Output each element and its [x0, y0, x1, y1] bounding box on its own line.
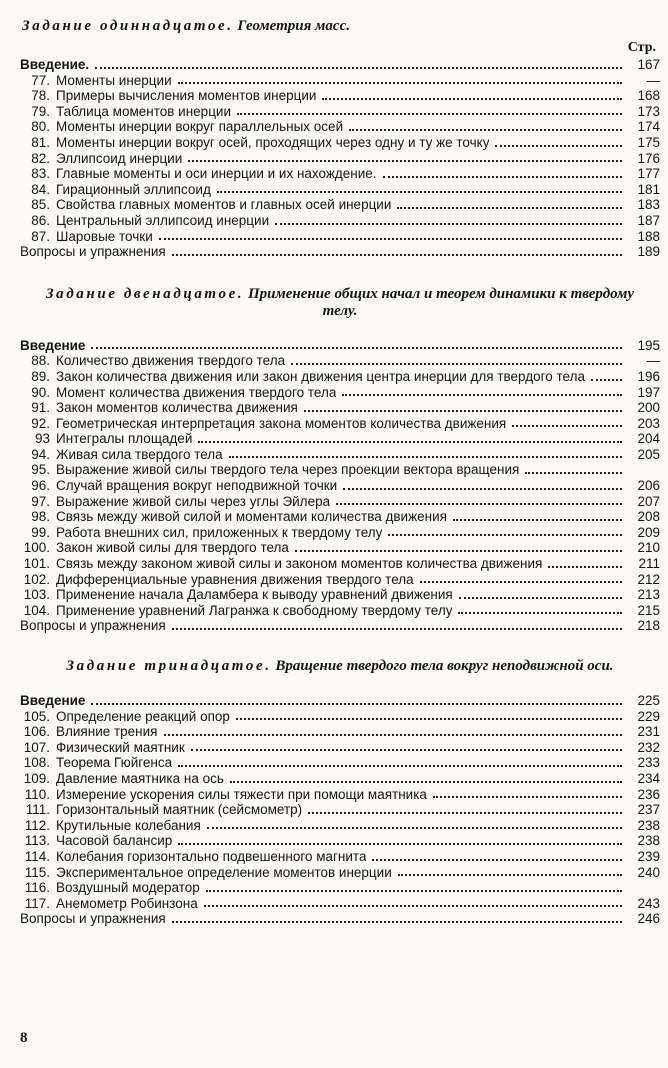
dot-leader	[525, 472, 622, 474]
toc-entry-text	[20, 572, 414, 588]
toc-entry-number: 113.	[24, 833, 50, 849]
dot-leader	[275, 223, 622, 225]
toc-entry	[20, 818, 660, 834]
toc-entry	[20, 587, 660, 603]
toc-entry-number: 92.	[31, 415, 50, 431]
toc-entry-title: Экспериментальное определение моментов инерции	[56, 864, 392, 880]
toc-entry-page: 240	[637, 864, 660, 880]
toc-entry-page: 236	[637, 786, 660, 802]
toc-entry-text	[20, 400, 298, 416]
toc-entry	[20, 880, 660, 896]
dot-leader	[342, 394, 622, 396]
toc-entry-number: 84.	[31, 181, 50, 197]
toc-entry-number: 79.	[31, 103, 50, 119]
toc-entry-number: 116.	[24, 880, 50, 896]
toc-entry-text	[20, 896, 198, 912]
dot-leader	[388, 534, 622, 536]
toc-entry-title: Часовой балансир	[56, 833, 173, 849]
toc-entry-title: Эллипсоид инерции	[56, 150, 183, 166]
toc-entry-number: 83.	[31, 166, 50, 182]
toc-entry-title: Воздушный модератор	[56, 880, 200, 896]
toc-questions-entry	[20, 618, 660, 634]
toc-entry-page: 167	[637, 57, 660, 72]
toc-entry-page: 196	[637, 368, 660, 384]
dot-leader	[295, 550, 622, 552]
dot-leader	[172, 628, 622, 630]
toc-entry	[20, 802, 660, 818]
dot-leader	[397, 207, 622, 209]
toc-entry-text	[20, 73, 172, 89]
toc-entry	[20, 353, 660, 369]
toc-entry-text	[20, 57, 89, 73]
toc-entry-page: 239	[637, 848, 660, 864]
toc-entry-number: 109.	[23, 770, 50, 786]
toc-entry-title: Центральный эллипсоид инерции	[56, 212, 270, 228]
dot-leader	[433, 796, 622, 798]
toc-entry-title: Шаровые точки	[56, 228, 153, 244]
toc-entry-title: Определение реакций опор	[56, 708, 230, 724]
toc-entry	[20, 151, 660, 167]
toc-entry-text	[20, 802, 302, 818]
toc-entry	[20, 494, 660, 510]
toc-entry-title: Выражение живой силы через углы Эйлера	[56, 493, 331, 509]
toc-entry-page: 229	[637, 708, 660, 724]
toc-entry-number: 100.	[23, 540, 50, 556]
dot-leader	[548, 566, 622, 568]
toc-entry-text	[20, 724, 158, 740]
dot-leader	[95, 67, 622, 69]
toc-entry-number: 78.	[31, 88, 50, 104]
toc-entry-title: Закон количества движения или закон движения центра инерции для твердого тела	[56, 368, 585, 384]
toc-entry	[20, 135, 660, 151]
toc-entry-text	[20, 618, 166, 634]
section-12-list	[20, 338, 660, 634]
toc-entry-text	[20, 693, 85, 709]
dot-leader	[229, 456, 622, 458]
toc-entry-page: 174	[637, 119, 660, 135]
toc-entry-title: Давление маятника на ось	[56, 770, 224, 786]
toc-entry-number: 89.	[31, 368, 50, 384]
toc-entry	[20, 447, 660, 463]
toc-entry-page: 218	[637, 618, 660, 634]
toc-entry-text	[20, 478, 337, 494]
toc-entry-page: —	[646, 353, 660, 369]
toc-entry-text	[20, 771, 224, 787]
dot-leader	[304, 410, 622, 412]
toc-entry-title: Моменты инерции вокруг осей, проходящих через одну и ту же точку	[56, 134, 490, 150]
toc-entry-title: Колебания горизонтально подвешенного магнита	[56, 848, 367, 864]
toc-entry-number: 107.	[23, 739, 50, 755]
toc-entry-page: 238	[637, 817, 660, 833]
toc-entry	[20, 119, 660, 135]
toc-entry-text	[20, 447, 223, 463]
dot-leader	[322, 98, 622, 100]
table-of-contents-page	[20, 18, 660, 927]
toc-intro-entry	[20, 693, 660, 709]
dot-leader	[453, 519, 622, 521]
toc-entry	[20, 166, 660, 182]
dot-leader	[336, 503, 622, 505]
dot-leader	[198, 441, 622, 443]
toc-entry-page: 211	[638, 556, 660, 572]
toc-entry-title: Измерение ускорения силы тяжести при помощи маятника	[56, 786, 427, 802]
toc-entry-page: 237	[637, 802, 660, 818]
toc-entry-title: Введение.	[20, 57, 90, 72]
toc-entry	[20, 833, 660, 849]
toc-entry	[20, 709, 660, 725]
toc-entry-number: 115.	[24, 864, 50, 880]
dot-leader	[178, 843, 622, 845]
toc-entry-page: 243	[637, 895, 660, 911]
toc-entry-title: Горизонтальный маятник (сейсмометр)	[56, 802, 303, 818]
toc-entry	[20, 385, 660, 401]
dot-leader	[459, 597, 622, 599]
toc-entry-title: Крутильные колебания	[56, 817, 201, 833]
toc-entry-title: Вопросы и упражнения	[20, 618, 166, 634]
section-13-title	[20, 658, 660, 675]
toc-entry-text	[20, 818, 201, 834]
section-11-heading: Задание одиннадцатое.	[22, 18, 234, 34]
toc-entry-text	[20, 755, 172, 771]
toc-entry-text	[20, 353, 285, 369]
toc-entry-title: Закон моментов количества движения	[56, 400, 298, 416]
toc-entry-page: 210	[637, 540, 660, 556]
toc-entry-number: 108.	[23, 755, 50, 771]
toc-entry-number: 99.	[31, 524, 50, 540]
toc-entry-page: 215	[637, 602, 660, 618]
toc-entry-text	[20, 525, 382, 541]
toc-entry	[20, 400, 660, 416]
toc-entry	[20, 525, 660, 541]
toc-questions-entry	[20, 244, 660, 260]
toc-entry-title: Анемометр Робинзона	[56, 895, 198, 911]
toc-entry-number: 88.	[31, 353, 50, 369]
toc-entry-text	[20, 166, 377, 182]
toc-entry	[20, 556, 660, 572]
toc-entry-page: —	[646, 72, 660, 88]
dot-leader	[372, 859, 622, 861]
toc-entry-text	[20, 911, 166, 927]
toc-entry-number: 86.	[31, 212, 50, 228]
toc-entry-text	[20, 88, 316, 104]
dot-leader	[172, 254, 622, 256]
toc-entry-page: 173	[637, 103, 660, 119]
toc-entry-page: 234	[637, 770, 660, 786]
dot-leader	[383, 176, 622, 178]
dot-leader	[178, 82, 622, 84]
toc-entry-page: 208	[637, 509, 660, 525]
toc-entry	[20, 787, 660, 803]
toc-entry-title: Выражение живой силы твердого тела через проекции вектора вращения	[56, 462, 520, 478]
toc-entry-page: 233	[637, 755, 660, 771]
dot-leader	[91, 703, 622, 705]
toc-entry-text	[20, 509, 447, 525]
toc-entry-title: Случай вращения вокруг неподвижной точки	[56, 478, 338, 494]
toc-questions-entry	[20, 911, 660, 927]
section-13-subject: Вращение твердого тела вокруг неподвижной оси.	[275, 658, 614, 674]
toc-entry-title: Моменты инерции	[56, 72, 172, 88]
toc-entry	[20, 755, 660, 771]
toc-entry-number: 80.	[31, 119, 50, 135]
toc-entry-text	[20, 135, 489, 151]
toc-entry-text	[20, 197, 391, 213]
dot-leader	[207, 827, 622, 829]
toc-entry-page: 232	[637, 739, 660, 755]
dot-leader	[236, 718, 622, 720]
toc-entry-title: Моменты инерции вокруг параллельных осей	[56, 119, 344, 135]
toc-entry	[20, 865, 660, 881]
toc-entry-number: 101.	[23, 556, 50, 572]
toc-entry-text	[20, 151, 182, 167]
toc-entry-number: 82.	[31, 150, 50, 166]
toc-entry-title: Количество движения твердого тела	[56, 353, 286, 369]
toc-entry-page: 238	[637, 833, 660, 849]
toc-entry-number: 112.	[24, 817, 50, 833]
dot-leader	[591, 379, 622, 381]
dot-leader	[230, 781, 622, 783]
toc-entry-title: Главные моменты и оси инерции и их нахождение.	[56, 166, 377, 182]
toc-entry-number: 106.	[23, 724, 50, 740]
toc-entry-page: 203	[637, 415, 660, 431]
section-12-heading: Задание двенадцатое.	[45, 285, 245, 302]
toc-entry-number: 111.	[25, 802, 50, 818]
toc-entry-text	[20, 540, 289, 556]
toc-entry-page: 200	[637, 400, 660, 416]
toc-entry	[20, 724, 660, 740]
toc-entry-title: Вопросы и упражнения	[20, 911, 166, 927]
toc-entry	[20, 849, 660, 865]
toc-entry-text	[20, 369, 585, 385]
toc-entry-text	[20, 104, 231, 120]
dot-leader	[343, 488, 622, 490]
toc-entry-text	[20, 849, 366, 865]
toc-entry-text	[20, 182, 211, 198]
toc-entry-page: 213	[637, 587, 660, 603]
dot-leader	[512, 425, 622, 427]
section-13-heading: Задание тринадцатое.	[66, 658, 272, 674]
toc-entry-page: 205	[637, 446, 660, 462]
toc-entry-page: 225	[637, 693, 660, 708]
toc-entry-number: 110.	[24, 786, 50, 802]
toc-entry-number: 105.	[23, 708, 50, 724]
toc-entry-text	[20, 833, 172, 849]
toc-entry-page: 177	[637, 166, 660, 182]
toc-entry-text	[20, 740, 185, 756]
toc-entry-page: 206	[637, 478, 660, 494]
toc-entry	[20, 88, 660, 104]
toc-entry	[20, 104, 660, 120]
dot-leader	[159, 238, 622, 240]
dot-leader	[188, 160, 622, 162]
toc-entry	[20, 73, 660, 89]
dot-leader	[308, 812, 622, 814]
toc-entry-title: Дифференциальные уравнения движения твердого тела	[56, 571, 414, 587]
toc-entry-text	[20, 587, 453, 603]
toc-entry	[20, 603, 660, 619]
toc-entry-page: 187	[637, 212, 660, 228]
toc-entry-text	[20, 462, 519, 478]
toc-entry	[20, 509, 660, 525]
toc-entry-title: Применение уравнений Лагранжа к свободному твердому телу	[56, 602, 453, 618]
toc-entry-page: 176	[637, 150, 660, 166]
toc-entry-text	[20, 119, 343, 135]
toc-entry	[20, 416, 660, 432]
toc-entry-title: Момент количества движения твердого тела	[56, 384, 337, 400]
toc-entry-page: 189	[637, 244, 660, 260]
toc-entry	[20, 462, 660, 478]
section-12-subject: Применение общих начал и теорем динамики к твердому телу.	[247, 285, 635, 319]
toc-intro-entry	[20, 57, 660, 73]
toc-entry-title: Живая сила твердого тела	[56, 446, 223, 462]
toc-entry-title: Работа внешних сил, приложенных к твердому телу	[56, 524, 383, 540]
toc-entry-text	[20, 556, 542, 572]
toc-entry-title: Интегралы площадей	[56, 431, 193, 447]
toc-entry-title: Связь между законом живой силы и законом моментов количества движения	[56, 556, 543, 572]
toc-entry-title: Гирационный эллипсоид	[56, 181, 211, 197]
dot-leader	[206, 890, 622, 892]
toc-entry-title: Связь между живой силой и моментами количества движения	[56, 509, 447, 525]
toc-entry-page: 207	[637, 493, 660, 509]
section-11-subject: Геометрия масс.	[237, 18, 350, 34]
toc-entry-text	[20, 213, 269, 229]
toc-entry-text	[20, 709, 230, 725]
dot-leader	[217, 191, 622, 193]
toc-entry-text	[20, 229, 153, 245]
toc-intro-entry	[20, 338, 660, 354]
dot-leader	[349, 129, 622, 131]
toc-entry	[20, 896, 660, 912]
toc-entry	[20, 572, 660, 588]
dot-leader	[191, 749, 622, 751]
toc-entry	[20, 229, 660, 245]
toc-entry-page: 175	[637, 134, 660, 150]
dot-leader	[172, 921, 622, 923]
toc-entry-number: 81.	[31, 134, 50, 150]
toc-entry	[20, 197, 660, 213]
toc-entry-number: 117.	[24, 895, 50, 911]
toc-entry-number: 114.	[24, 848, 50, 864]
toc-entry-title: Введение	[20, 693, 86, 708]
page-number: 8	[20, 1030, 28, 1046]
toc-entry-number: 85.	[31, 197, 50, 213]
toc-entry-number: 91.	[31, 400, 50, 416]
toc-entry-title: Геометрическая интерпретация закона моментов количества движения	[56, 415, 507, 431]
toc-entry-number: 87.	[31, 228, 50, 244]
toc-entry	[20, 369, 660, 385]
toc-entry-page: 246	[637, 911, 660, 927]
toc-entry-text	[20, 385, 336, 401]
toc-entry-number: 94.	[31, 446, 50, 462]
section-11-title	[20, 18, 660, 35]
toc-entry-title: Примеры вычисления моментов инерции	[56, 88, 317, 104]
toc-entry	[20, 431, 660, 447]
dot-leader	[495, 145, 622, 147]
toc-entry-text	[20, 244, 166, 260]
toc-entry-title: Теорема Гюйгенса	[56, 755, 173, 771]
toc-entry-number: 90.	[31, 384, 50, 400]
toc-entry-text	[20, 787, 427, 803]
toc-entry-page: 195	[637, 337, 660, 353]
dot-leader	[291, 363, 622, 365]
toc-entry-text	[20, 603, 452, 619]
toc-entry-title: Введение	[20, 337, 86, 353]
toc-entry-page: 183	[637, 197, 660, 213]
toc-entry-title: Закон живой силы для твердого тела	[56, 540, 289, 556]
toc-entry-page: 181	[637, 181, 660, 197]
toc-entry-number: 95.	[31, 462, 50, 478]
toc-entry-title: Физический маятник	[56, 739, 185, 755]
toc-entry-title: Таблица моментов инерции	[56, 103, 232, 119]
toc-entry-title: Влияние трения	[56, 724, 158, 740]
toc-entry	[20, 478, 660, 494]
dot-leader	[91, 347, 622, 349]
dot-leader	[420, 581, 622, 583]
toc-entry	[20, 740, 660, 756]
toc-entry-text	[20, 431, 192, 447]
toc-entry-text	[20, 416, 506, 432]
toc-entry-text	[20, 494, 330, 510]
toc-entry-page: 204	[637, 431, 660, 447]
dot-leader	[398, 874, 622, 876]
toc-entry-title: Применение начала Даламбера к выводу уравнений движения	[56, 587, 453, 603]
toc-entry	[20, 213, 660, 229]
toc-entry-page: 188	[637, 228, 660, 244]
dot-leader	[237, 113, 622, 115]
toc-entry-page: 197	[637, 384, 660, 400]
toc-entry-title: Вопросы и упражнения	[20, 244, 166, 260]
toc-entry-text	[20, 865, 392, 881]
toc-entry-number: 102.	[23, 571, 50, 587]
section-12-title	[20, 286, 660, 320]
toc-entry-page: 212	[637, 571, 660, 587]
toc-entry-text	[20, 880, 200, 896]
toc-entry-page: 168	[637, 88, 660, 104]
section-11-list	[20, 57, 660, 260]
toc-entry-number: 104.	[23, 602, 50, 618]
page-column-header: Стр.	[627, 40, 656, 55]
toc-entry-title: Свойства главных моментов и главных осей инерции	[56, 197, 392, 213]
dot-leader	[458, 612, 622, 614]
dot-leader	[178, 765, 622, 767]
toc-entry-text	[20, 338, 85, 354]
toc-entry	[20, 540, 660, 556]
toc-entry	[20, 771, 660, 787]
toc-entry-page: 231	[637, 724, 660, 740]
toc-entry	[20, 182, 660, 198]
section-13-list	[20, 693, 660, 927]
toc-entry-number: 93	[34, 431, 50, 447]
toc-entry-number: 97.	[31, 493, 50, 509]
toc-entry-number: 96.	[31, 478, 50, 494]
toc-entry-number: 77.	[31, 72, 50, 88]
toc-entry-number: 98.	[31, 509, 50, 525]
toc-entry-number: 103.	[23, 587, 50, 603]
toc-entry-page: 209	[637, 524, 660, 540]
dot-leader	[204, 905, 622, 907]
dot-leader	[164, 734, 623, 736]
